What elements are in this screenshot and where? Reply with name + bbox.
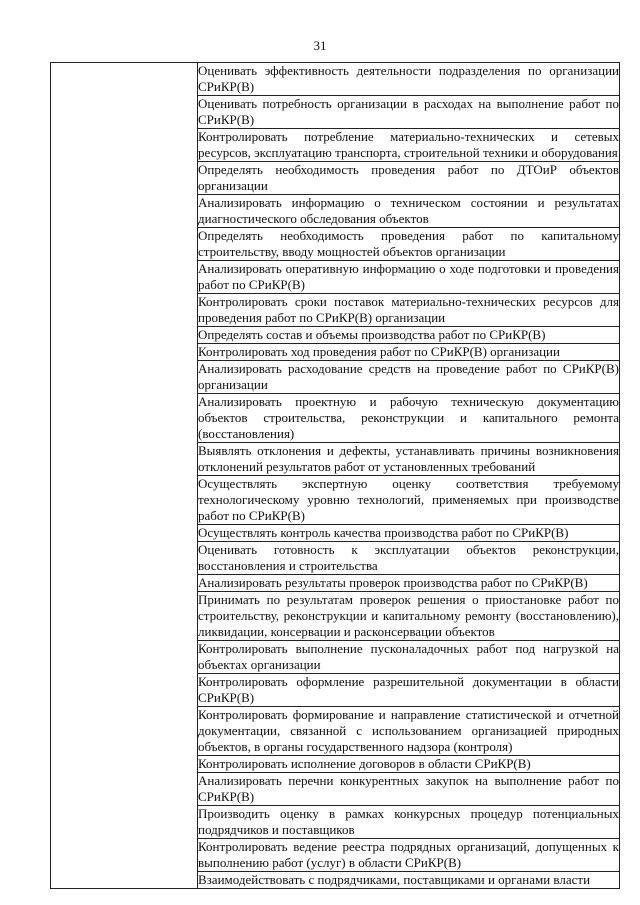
skill-item: Оценивать эффективность деятельности подразделения по организации СРиКР(В)	[198, 63, 619, 94]
skill-item: Контролировать выполнение пусконаладочных работ под нагрузкой на объектах организации	[198, 641, 619, 672]
page-number: 31	[313, 38, 327, 53]
skill-item: Принимать по результатам проверок решения о приостановке работ по строительству, реконструкции и капитальному ремонту (восстановлению), ликвидации, консервации и расконсервации объектов	[198, 592, 619, 639]
skill-item: Контролировать потребление материально-технических и сетевых ресурсов, эксплуатацию транспорта, строительной техники и оборудования	[198, 129, 619, 160]
skill-item: Осуществлять контроль качества производства работ по СРиКР(В)	[198, 525, 620, 542]
skill-item: Контролировать формирование и направление статистической и отчетной документации, связанной с использованием организацией природных объектов, в органы государственного надзора (контроля)	[198, 707, 619, 754]
skill-item: Определять состав и объемы производства работ по СРиКР(В)	[198, 327, 620, 344]
skills-table	[50, 62, 620, 889]
skill-item: Анализировать информацию о техническом состоянии и результатах диагностического обследования объектов	[198, 195, 619, 226]
skill-item: Анализировать проектную и рабочую техническую документацию объектов строительства, реконструкции и капитального ремонта (восстановления)	[198, 394, 619, 441]
skill-item: Контролировать сроки поставок материально-технических ресурсов для проведения работ по СРиКР(В) организации	[198, 294, 619, 325]
skill-item: Выявлять отклонения и дефекты, устанавливать причины возникновения отклонений результатов работ от установленных требований	[198, 443, 619, 474]
skill-item: Производить оценку в рамках конкурсных процедур потенциальных подрядчиков и поставщиков	[198, 806, 619, 837]
skill-item: Контролировать оформление разрешительной документации в области СРиКР(В)	[198, 674, 619, 705]
skill-item: Контролировать ведение реестра подрядных организаций, допущенных к выполнению работ (услуг) в области СРиКР(В)	[198, 839, 619, 870]
table-row	[51, 63, 620, 96]
skill-item: Определять необходимость проведения работ по капитальному строительству, вводу мощностей объектов организации	[198, 228, 619, 259]
skill-item: Взаимодействовать с подрядчиками, поставщиками и органами власти	[198, 872, 620, 889]
skill-item: Контролировать ход проведения работ по СРиКР(В) организации	[198, 344, 620, 361]
skill-item: Анализировать оперативную информацию о ходе подготовки и проведения работ по СРиКР(В)	[198, 261, 619, 292]
skills-table-body	[51, 63, 620, 889]
skill-item: Оценивать готовность к эксплуатации объектов реконструкции, восстановления и строительства	[198, 542, 619, 573]
left-column-cell	[51, 63, 198, 889]
skill-item: Анализировать перечни конкурентных закупок на выполнение работ по СРиКР(В)	[198, 773, 619, 804]
skill-item: Анализировать расходование средств на проведение работ по СРиКР(В) организации	[198, 361, 619, 392]
skill-item: Осуществлять экспертную оценку соответствия требуемому технологическому уровню технологий, применяемых при производстве работ по СРиКР(В)	[198, 476, 619, 523]
skill-item: Определять необходимость проведения работ по ДТОиР объектов организации	[198, 162, 619, 193]
skill-item: Контролировать исполнение договоров в области СРиКР(В)	[198, 756, 620, 773]
skill-item: Оценивать потребность организации в расходах на выполнение работ по СРиКР(В)	[198, 96, 619, 127]
skill-item: Анализировать результаты проверок производства работ по СРиКР(В)	[198, 575, 620, 592]
